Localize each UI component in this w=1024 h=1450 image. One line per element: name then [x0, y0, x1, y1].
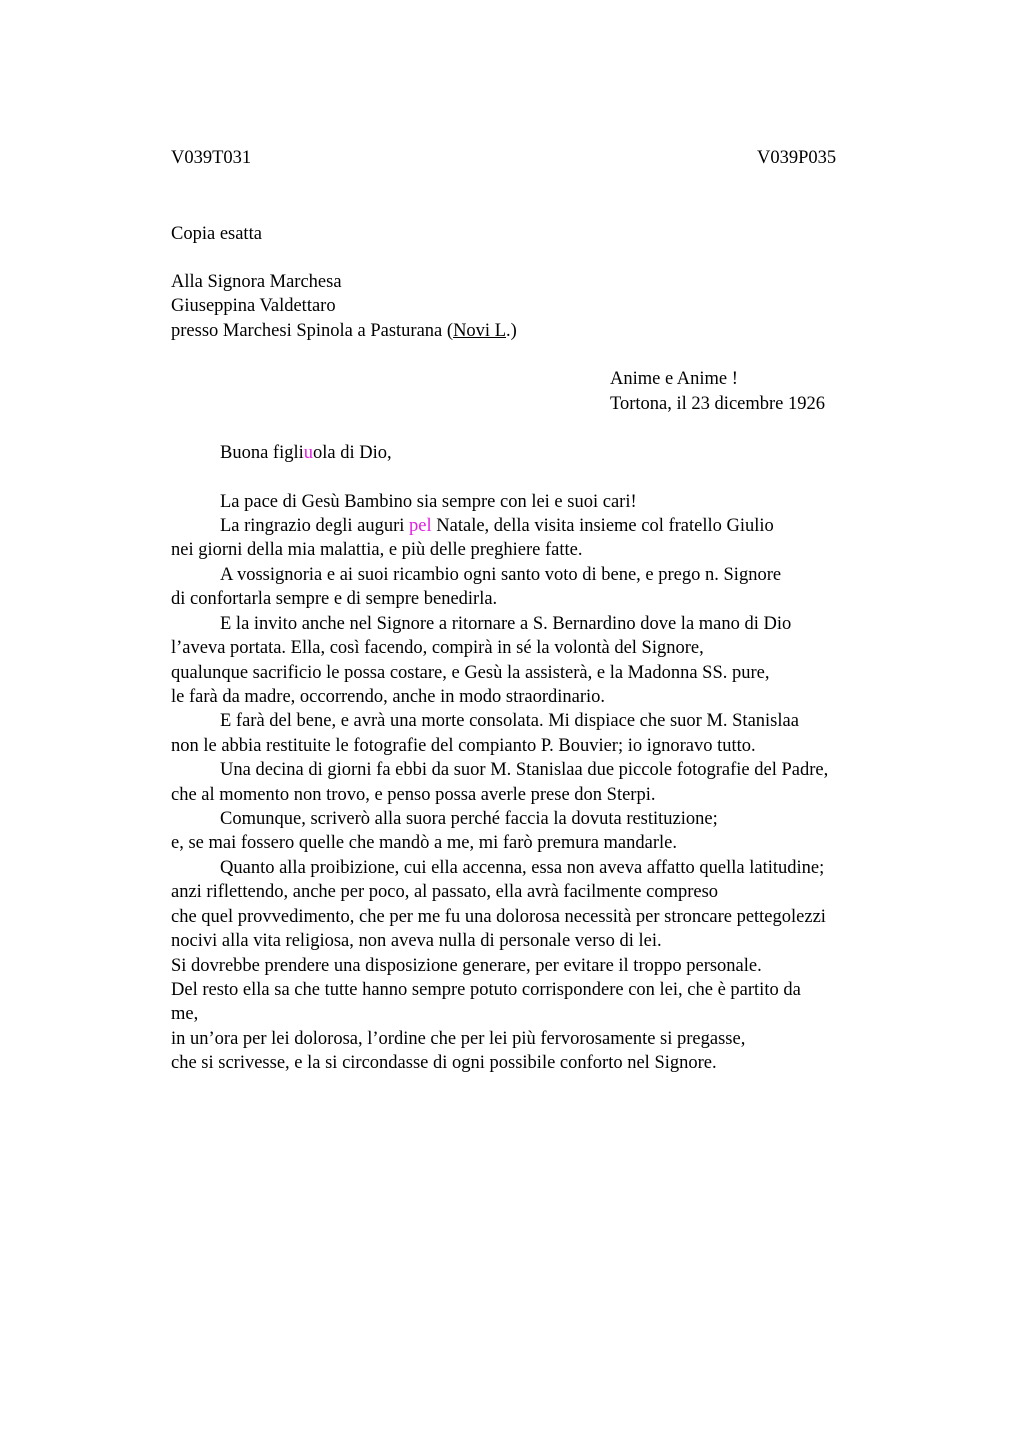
- body-line-9: le farà da madre, occorrendo, anche in modo straordinario.: [171, 687, 606, 707]
- letter-place-date: Tortona, il 23 dicembre 1926: [610, 394, 825, 414]
- body-line-23: in un’ora per lei dolorosa, l’ordine che per lei più fervorosamente si pregasse,: [171, 1029, 746, 1049]
- salutation-highlight: u: [303, 443, 314, 463]
- body-line-20: Si dovrebbe prendere una disposizione generare, per evitare il troppo personale.: [171, 956, 762, 976]
- body-line-2: [220, 514, 774, 538]
- recipient-line-3-suffix: .): [506, 321, 517, 341]
- recipient-place-underlined: Novi L: [453, 321, 506, 341]
- body-line-7: l’aveva portata. Ella, così facendo, compirà in sé la volontà del Signore,: [171, 638, 704, 658]
- salutation: [220, 441, 392, 465]
- body-line-4: A vossignoria e ai suoi ricambio ogni santo voto di bene, e prego n. Signore: [220, 565, 782, 585]
- body-line-15: e, se mai fossero quelle che mandò a me, mi farò premura mandarle.: [171, 833, 677, 853]
- body-line-19: nocivi alla vita religiosa, non aveva nulla di personale verso di lei.: [171, 931, 662, 951]
- letter-motto: Anime e Anime !: [610, 369, 738, 389]
- document-code-right: V039P035: [757, 148, 837, 168]
- body-line-1: La pace di Gesù Bambino sia sempre con lei e suoi cari!: [220, 492, 637, 512]
- recipient-line-3: [171, 319, 517, 343]
- body-line-18: che quel provvedimento, che per me fu una dolorosa necessità per stroncare pettegolezzi: [171, 907, 826, 927]
- body-line-2-part-2: Natale, della visita insieme col fratello Giulio: [431, 516, 774, 536]
- copy-note: Copia esatta: [171, 224, 262, 244]
- body-line-12: Una decina di giorni fa ebbi da suor M. Stanislaa due piccole fotografie del Padre,: [220, 760, 829, 780]
- recipient-line-3-prefix: presso Marchesi Spinola a Pasturana (: [171, 321, 454, 341]
- body-line-2-highlight: pel: [409, 516, 432, 536]
- salutation-part-1: Buona figli: [220, 443, 304, 463]
- document-code-left: V039T031: [171, 148, 252, 168]
- body-line-17: anzi riflettendo, anche per poco, al passato, ella avrà facilmente compreso: [171, 882, 719, 902]
- body-line-24: che si scrivesse, e la si circondasse di ogni possibile conforto nel Signore.: [171, 1053, 717, 1073]
- salutation-part-2: ola di Dio,: [313, 443, 392, 463]
- body-line-11: non le abbia restituite le fotografie del compianto P. Bouvier; io ignoravo tutto.: [171, 736, 756, 756]
- body-line-16: Quanto alla proibizione, cui ella accenna, essa non aveva affatto quella latitudine;: [220, 858, 825, 878]
- body-line-21: Del resto ella sa che tutte hanno sempre potuto corrispondere con lei, che è partito da: [171, 980, 801, 1000]
- body-line-22: me,: [171, 1004, 199, 1024]
- body-line-14: Comunque, scriverò alla suora perché faccia la dovuta restituzione;: [220, 809, 718, 829]
- body-line-13: che al momento non trovo, e penso possa averle prese don Sterpi.: [171, 785, 656, 805]
- recipient-line-1: Alla Signora Marchesa: [171, 272, 342, 292]
- recipient-line-2: Giuseppina Valdettaro: [171, 296, 336, 316]
- body-line-3: nei giorni della mia malattia, e più delle preghiere fatte.: [171, 540, 583, 560]
- body-line-2-part-1: La ringrazio degli auguri: [220, 516, 410, 536]
- body-line-8: qualunque sacrificio le possa costare, e Gesù la assisterà, e la Madonna SS. pure,: [171, 663, 770, 683]
- body-line-6: E la invito anche nel Signore a ritornare a S. Bernardino dove la mano di Dio: [220, 614, 792, 634]
- body-line-10: E farà del bene, e avrà una morte consolata. Mi dispiace che suor M. Stanislaa: [220, 711, 799, 731]
- body-line-5: di confortarla sempre e di sempre benedirla.: [171, 589, 498, 609]
